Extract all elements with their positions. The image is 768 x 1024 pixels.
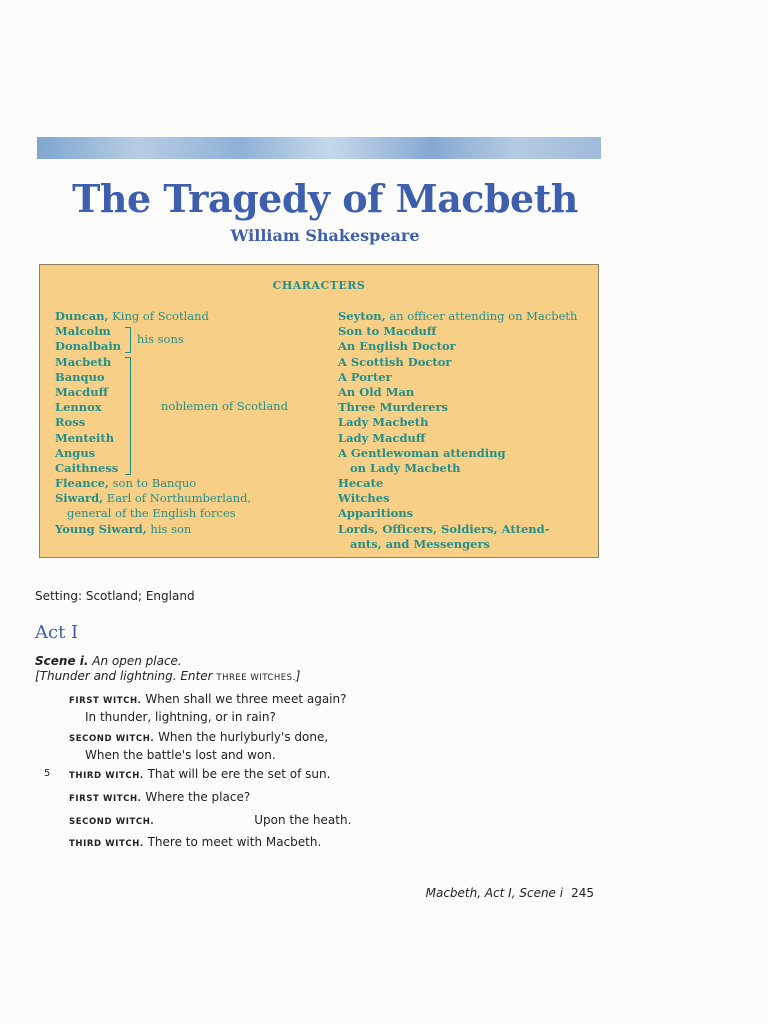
scene-place: An open place. xyxy=(88,654,182,668)
character-name: Caithness xyxy=(55,460,119,475)
character-row xyxy=(338,324,598,339)
speaker-name: FIRST WITCH. xyxy=(69,696,142,706)
character-row xyxy=(338,506,598,521)
character-row xyxy=(55,491,345,506)
character-row xyxy=(338,400,598,415)
character-row xyxy=(55,476,345,491)
character-row xyxy=(338,446,598,461)
speech xyxy=(69,729,328,763)
act-heading: Act I xyxy=(35,622,79,643)
speech-text: When shall we three meet again? xyxy=(141,692,347,706)
character-row xyxy=(338,415,598,430)
character-name: Witches xyxy=(338,491,390,506)
characters-left-column xyxy=(55,309,345,537)
character-row xyxy=(338,461,598,476)
character-row xyxy=(338,355,598,370)
character-name: Duncan, xyxy=(55,309,109,323)
character-name: Lady Macduff xyxy=(338,430,426,445)
character-row xyxy=(55,370,345,385)
character-name: Banquo xyxy=(55,369,105,384)
footer-text: Macbeth, Act I, Scene i xyxy=(425,886,564,900)
character-desc: an officer attending on Macbeth xyxy=(385,309,578,323)
character-name: A Scottish Doctor xyxy=(338,354,452,369)
character-row xyxy=(338,370,598,385)
speech-continuation: When the battle's lost and won. xyxy=(85,748,276,762)
character-row xyxy=(55,506,345,521)
character-desc: his son xyxy=(146,521,192,536)
character-name: Ross xyxy=(55,415,86,430)
noblemen-brace xyxy=(125,357,131,475)
speech xyxy=(69,691,346,725)
stage-characters: THREE WITCHES. xyxy=(216,673,296,683)
character-row xyxy=(55,385,345,400)
character-row xyxy=(55,431,345,446)
speaker-name: THIRD WITCH. xyxy=(69,839,144,849)
character-row xyxy=(338,476,598,491)
character-desc: King of Scotland xyxy=(108,309,209,323)
character-row xyxy=(55,461,345,476)
sons-brace xyxy=(125,327,131,353)
character-name: Macduff xyxy=(55,384,109,399)
character-desc: Earl of Northumberland, xyxy=(103,491,252,506)
speech xyxy=(69,834,321,852)
page-number: 245 xyxy=(571,886,594,900)
character-name: Seyton, xyxy=(338,309,386,323)
speaker-name: FIRST WITCH. xyxy=(69,794,142,804)
character-desc: general of the English forces xyxy=(67,506,236,521)
character-name: Donalbain xyxy=(55,339,122,354)
character-name: on Lady Macbeth xyxy=(350,460,461,475)
speech xyxy=(69,766,330,784)
character-row xyxy=(338,431,598,446)
character-name: A Porter xyxy=(338,369,392,384)
stage-close: ] xyxy=(295,669,301,683)
character-name: ants, and Messengers xyxy=(350,536,491,551)
scene-heading xyxy=(35,654,182,668)
character-name: Siward, xyxy=(55,491,104,506)
character-row xyxy=(338,537,598,552)
character-name: Apparitions xyxy=(338,506,414,521)
author-name: William Shakespeare xyxy=(230,226,420,245)
character-name: Three Murderers xyxy=(338,400,449,415)
characters-right-column xyxy=(338,309,598,552)
character-row xyxy=(55,339,345,354)
character-row xyxy=(55,309,345,324)
scene-label: Scene i. xyxy=(35,654,89,668)
speaker-name: THIRD WITCH. xyxy=(69,771,144,781)
character-name: Son to Macduff xyxy=(338,324,437,339)
character-name: Hecate xyxy=(338,476,384,491)
character-name: A Gentlewoman attending xyxy=(338,445,506,460)
character-name: Lennox xyxy=(55,400,102,415)
character-row xyxy=(55,355,345,370)
character-name: Lords, Officers, Soldiers, Attend- xyxy=(338,521,550,536)
character-name: Menteith xyxy=(55,430,115,445)
character-row xyxy=(338,309,598,324)
character-name: An English Doctor xyxy=(338,339,456,354)
character-name: Angus xyxy=(55,445,96,460)
character-row xyxy=(338,522,598,537)
character-name: Lady Macbeth xyxy=(338,415,429,430)
character-row xyxy=(55,446,345,461)
character-row xyxy=(338,339,598,354)
line-number: 5 xyxy=(44,768,51,779)
character-row xyxy=(55,324,345,339)
characters-heading: CHARACTERS xyxy=(272,279,366,292)
character-row xyxy=(338,491,598,506)
speech xyxy=(69,789,250,807)
character-row xyxy=(55,415,345,430)
stage-open: [Thunder and lightning. Enter xyxy=(35,669,217,683)
page-footer xyxy=(426,886,594,900)
character-name: Malcolm xyxy=(55,324,111,339)
character-row xyxy=(55,522,345,537)
speech-text: Where the place? xyxy=(141,790,251,804)
speech-text: There to meet with Macbeth. xyxy=(143,835,322,849)
character-desc: son to Banquo xyxy=(109,476,197,491)
speech-text: Upon the heath. xyxy=(254,813,352,827)
stage-direction xyxy=(35,669,300,683)
speaker-name: SECOND WITCH. xyxy=(69,817,155,827)
noblemen-label: noblemen of Scotland xyxy=(161,399,288,413)
character-row xyxy=(338,385,598,400)
character-name: An Old Man xyxy=(338,384,415,399)
sons-label: his sons xyxy=(137,332,184,346)
play-title: The Tragedy of Macbeth xyxy=(72,176,578,221)
characters-box xyxy=(39,264,599,558)
speech-continuation: In thunder, lightning, or in rain? xyxy=(85,710,276,724)
speaker-name: SECOND WITCH. xyxy=(69,734,155,744)
speech-text: When the hurlyburly's done, xyxy=(154,730,329,744)
character-name: Macbeth xyxy=(55,354,112,369)
character-name: Fleance, xyxy=(55,476,109,491)
speech xyxy=(69,812,351,830)
setting-line: Setting: Scotland; England xyxy=(35,589,195,603)
character-name: Young Siward, xyxy=(55,521,147,536)
speech-text: That will be ere the set of sun. xyxy=(143,767,331,781)
decorative-banner xyxy=(37,137,601,159)
